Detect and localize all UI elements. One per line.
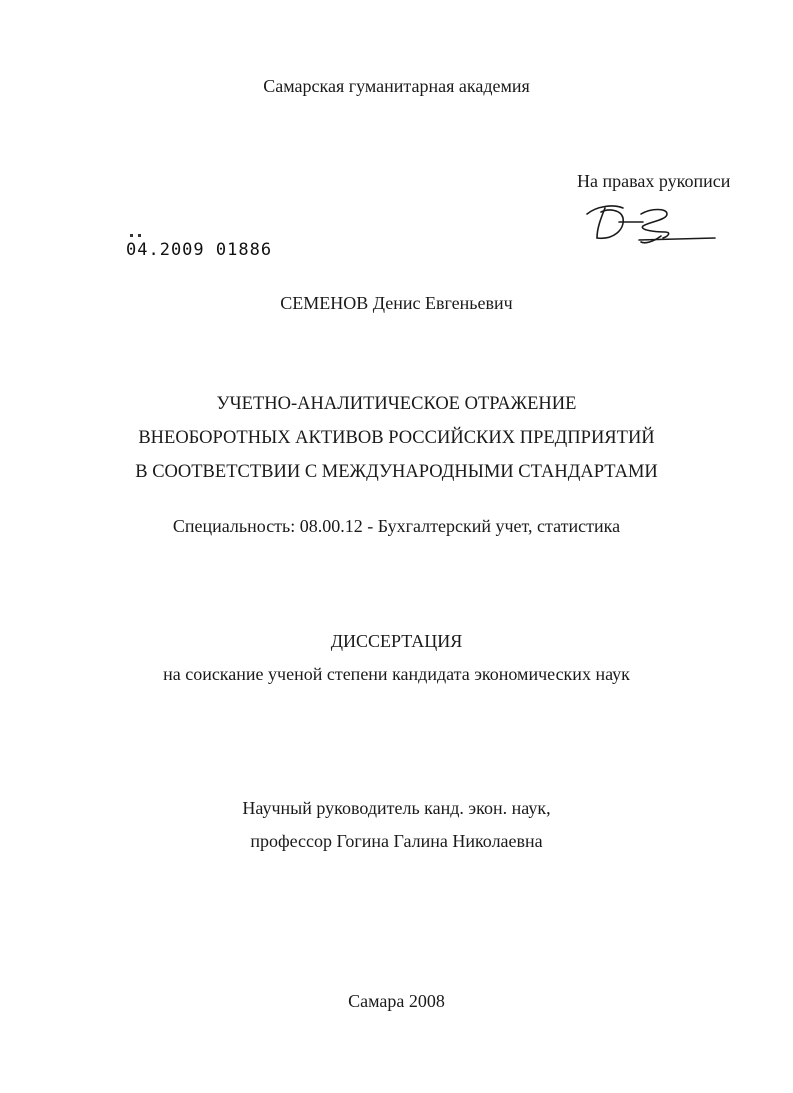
supervisor-line-2: профессор Гогина Галина Николаевна — [250, 831, 543, 851]
work-type-label: ДИССЕРТАЦИЯ — [330, 631, 463, 651]
title-line: В СООТВЕТСТВИИ С МЕЖДУНАРОДНЫМИ СТАНДАРТАМИ — [135, 462, 658, 482]
title-line: УЧЕТНО-АНАЛИТИЧЕСКОЕ ОТРАЖЕНИЕ — [216, 394, 577, 414]
institution-name: Самарская гуманитарная академия — [263, 76, 530, 96]
registration-number-text: 04.2009 01886 — [126, 240, 273, 260]
author-name: СЕМЕНОВ Денис Евгеньевич — [280, 293, 513, 313]
manuscript-note: На правах рукописи — [577, 171, 731, 191]
city-year: Самара 2008 — [348, 991, 445, 1011]
stamp-mark-icon — [126, 234, 148, 237]
signature-icon — [583, 200, 718, 248]
supervisor-line-1: Научный руководитель канд. экон. наук, — [242, 798, 551, 818]
work-type-purpose: на соискание ученой степени кандидата экономических наук — [163, 664, 630, 684]
specialty: Специальность: 08.00.12 - Бухгалтерский учет, статистика — [172, 516, 621, 536]
title-line: ВНЕОБОРОТНЫХ АКТИВОВ РОССИЙСКИХ ПРЕДПРИЯТИЙ — [138, 428, 655, 448]
registration-number — [126, 240, 272, 260]
